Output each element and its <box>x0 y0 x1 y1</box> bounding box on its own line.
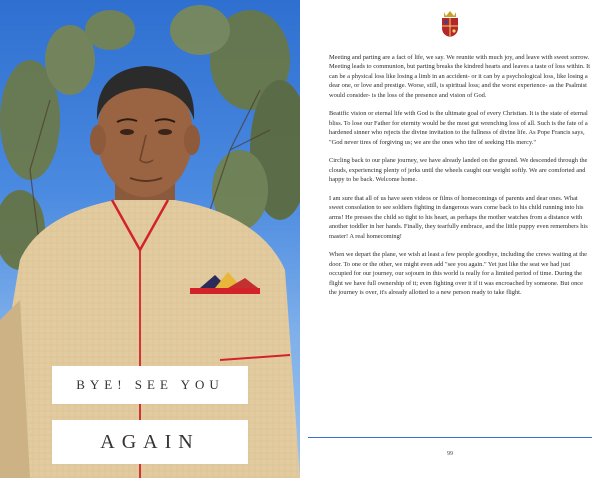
paragraph: Beatific vision or eternal life with God is the ultimate goal of every Christian. It is the state of eternal bliss. To lose our Father for eternity would be the most gut wrenching loss of all. Such is the fate of a hardened sinner who rejects the divine invitation to the fullness of divine life. As Pope Francis says, "God never tires of forgiving us; we are the ones who tire of seeking His mercy." <box>329 110 588 146</box>
article-body <box>329 53 591 307</box>
page-number: 99 <box>447 451 453 457</box>
paragraph: Circling back to our plane journey, we have already landed on the ground. We descended through the clouds, experiencing plenty of jerks until the wheels caught our weight softly. We are comforted and happy to be back. Welcome home. <box>329 157 588 184</box>
coat-of-arms-icon <box>440 10 460 38</box>
paragraph: I am sure that all of us have seen videos or films of homecomings of parents and dear ones. What sweet consolation to see soldiers fighting in dangerous wars come back to his child running into his arms! He presses the child so tight to his heart, as perhaps the mother watches from a distance with another toddler in her hands. Finally, they tearfully embrace, and the little puppy even remembers his master! A real homecoming! <box>329 195 588 240</box>
text-page <box>300 0 600 478</box>
paragraph: Meeting and parting are a fact of life, we say. We reunite with much joy, and leave with sweet sorrow. Meeting leads to communion, but parting breaks the kindred hearts and leaves a taste of loss within. It can be a physical loss like losing a limb in an accident- or it can by a psychological loss, like losing a dear one, or love and prestige. Worse, still, is spiritual loss; and the worst experience- as the Psalmist would consider- is the loss of the presence and vision of God. <box>329 54 591 99</box>
caption-line-2: AGAIN <box>52 420 248 464</box>
footer-divider <box>308 437 592 438</box>
paragraph: When we depart the plane, we wish at least a few people goodbye, including the crews waiting at the door. To one or the other, we might even add "see you again." Yet just like the seat we had just occupied for our journey, our sojourn in this world is really for a limited period of time. During the flight we have full ownership of it; even fighting over it if it was encroached by someone. But once the journey is over, it's already allotted to a new person ready to take flight. <box>329 251 588 297</box>
caption-line-1: BYE! SEE YOU <box>52 366 248 404</box>
